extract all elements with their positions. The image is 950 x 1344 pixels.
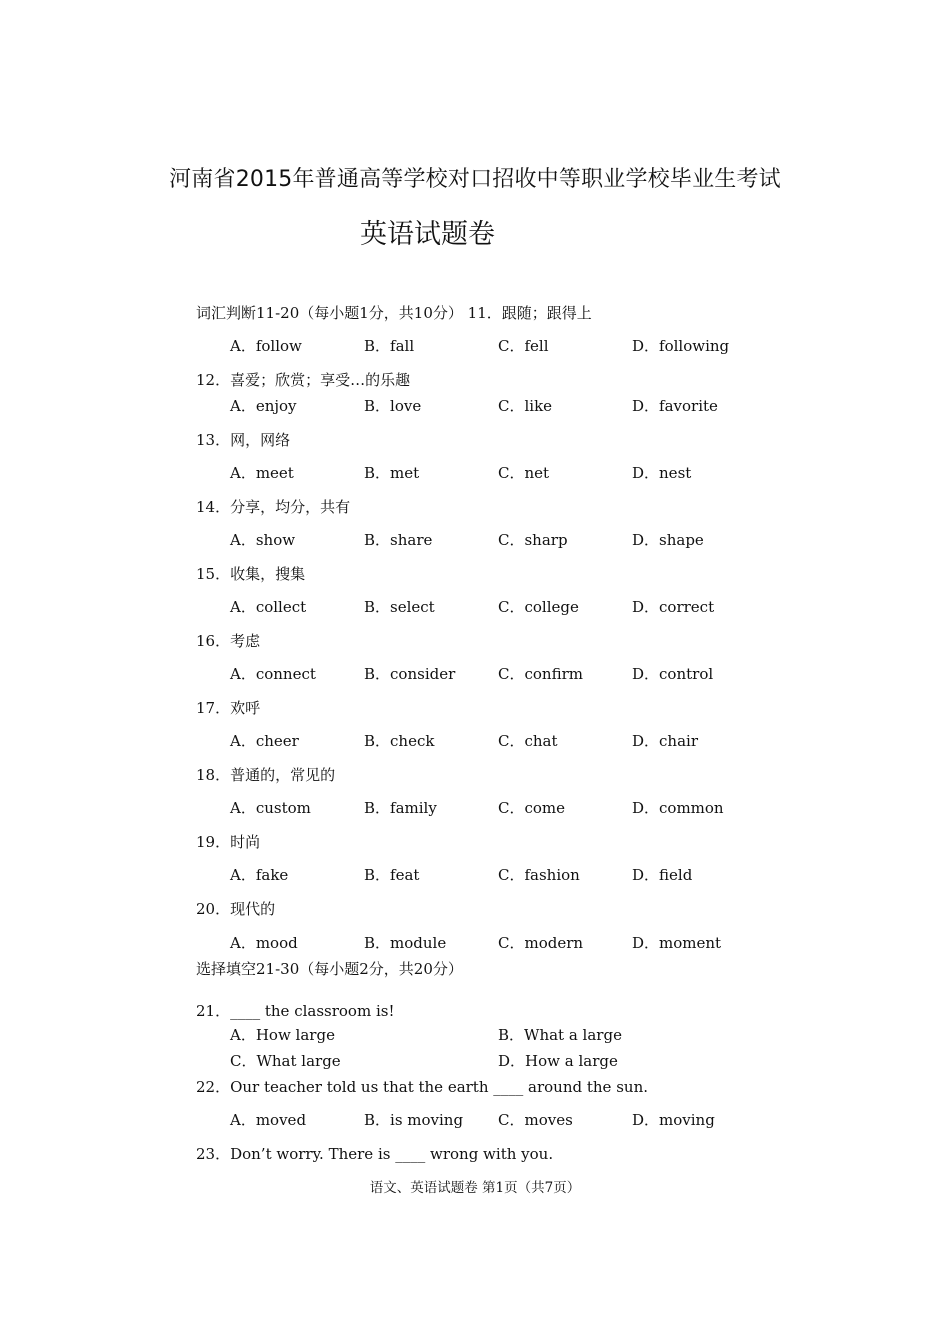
option-a: A．mood (230, 934, 298, 952)
question-stem: 23．Don’t worry. There is ____ wrong with you. (196, 1145, 554, 1163)
option-c: C．college (498, 598, 579, 616)
exam-title: 河南省2015年普通高等学校对口招收中等职业学校毕业生考试 (169, 167, 781, 192)
option-c: C．modern (498, 934, 584, 952)
option-d: D．common (632, 799, 724, 817)
question-stem: 12．喜爱；欣赏；享受…的乐趣 (196, 371, 411, 389)
question-stem: 17．欢呼 (196, 699, 261, 717)
section-fill-in-heading (196, 958, 463, 979)
option-b: B．is moving (364, 1111, 464, 1129)
option-c: C．chat (498, 732, 558, 750)
q11-option-b: B．fall (364, 337, 415, 355)
option-b: B．consider (364, 665, 456, 683)
option-a: A．cheer (230, 732, 299, 750)
q11-option-d: D．following (632, 337, 730, 355)
option-c: C．sharp (498, 531, 568, 549)
option-b: B．module (364, 934, 447, 952)
q11-option-a: A．follow (230, 337, 302, 355)
option-a: A．How large (230, 1026, 335, 1044)
option-c: C．confirm (498, 665, 583, 683)
section-desc: 11-20（每小题1分，共10分） 11．跟随；跟得上 (256, 304, 592, 322)
option-b: B．met (364, 464, 420, 482)
question-stem: 20．现代的 (196, 900, 276, 918)
option-d: D．chair (632, 732, 698, 750)
option-b: B．feat (364, 866, 420, 884)
option-a: A．show (230, 531, 296, 549)
page-footer: 语文、英语试题卷 第1页（共7页） (369, 1180, 581, 1196)
option-d: D．nest (632, 464, 692, 482)
option-d: D．How a large (498, 1052, 618, 1070)
option-a: A．meet (230, 464, 294, 482)
option-d: D．moment (632, 934, 722, 952)
option-d: D．field (632, 866, 693, 884)
section-label: 选择填空 (196, 960, 257, 978)
option-d: D．favorite (632, 397, 718, 415)
option-b: B．What a large (498, 1026, 622, 1044)
option-c: C．like (498, 397, 553, 415)
question-stem: 14．分享，均分，共有 (196, 498, 351, 516)
option-a: A．custom (230, 799, 311, 817)
option-c: C．come (498, 799, 566, 817)
option-d: D．control (632, 665, 714, 683)
option-d: D．correct (632, 598, 715, 616)
question-stem: 21．____ the classroom is! (196, 1002, 395, 1020)
section-label: 词汇判断 (196, 304, 257, 322)
option-b: B．select (364, 598, 435, 616)
question-stem: 15．收集，搜集 (196, 565, 306, 583)
exam-subtitle: 英语试题卷 (360, 219, 495, 250)
question-stem: 18．普通的，常见的 (196, 766, 336, 784)
question-stem: 16．考虑 (196, 632, 261, 650)
question-stem: 22．Our teacher told us that the earth ____ around the sun. (196, 1078, 648, 1096)
option-b: B．check (364, 732, 435, 750)
option-c: C．moves (498, 1111, 573, 1129)
question-stem: 13．网，网络 (196, 431, 291, 449)
option-b: B．love (364, 397, 422, 415)
option-c: C．fashion (498, 866, 580, 884)
q11-option-c: C．fell (498, 337, 549, 355)
option-b: B．share (364, 531, 433, 549)
option-b: B．family (364, 799, 437, 817)
option-a: A．fake (230, 866, 289, 884)
section-desc: 21-30（每小题2分，共20分） (256, 960, 463, 978)
option-c: C．net (498, 464, 550, 482)
option-a: A．enjoy (230, 397, 297, 415)
option-d: D．moving (632, 1111, 715, 1129)
option-a: A．collect (230, 598, 307, 616)
option-a: A．connect (230, 665, 316, 683)
section-vocabulary-heading (196, 302, 592, 323)
option-c: C．What large (230, 1052, 341, 1070)
option-a: A．moved (230, 1111, 307, 1129)
option-d: D．shape (632, 531, 704, 549)
question-stem: 19．时尚 (196, 833, 261, 851)
